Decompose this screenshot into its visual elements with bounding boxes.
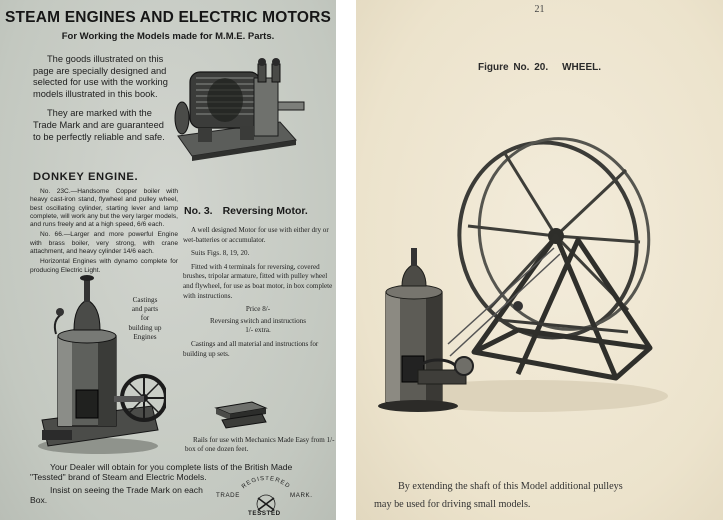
wheel-model-illustration xyxy=(378,130,678,430)
motor-suits-figs: Suits Figs. 8, 19, 20. xyxy=(191,249,250,258)
dealer-line-1: Your Dealer will obtain for you complete lists of the British Made xyxy=(50,462,293,472)
description-line-1: By extending the shaft of this Model additional pulleys xyxy=(398,481,623,492)
figure-number: Figure No. 20. xyxy=(477,62,549,73)
motor-switch-line-1: Reversing switch and instructions xyxy=(210,316,306,325)
reversing-motor-heading xyxy=(184,205,334,217)
donkey-no-23c: No. 23C.—Handsome Copper boiler with heavy cast-iron stand, flywheel and pulley wheel, best oscillating cylinder, starting lever and lamp complete, will work any but the very larger models, and runs freely and at a high speed, 6/6 each. xyxy=(30,188,178,229)
castings-line-2: and parts xyxy=(131,305,159,314)
donkey-engine-description xyxy=(30,188,178,275)
figure-description xyxy=(374,478,714,514)
dealer-line-2: "Tessted" brand of Steam and Electric Models. xyxy=(30,472,207,483)
intro-paragraph-2: They are marked with the Trade Mark and are guaranteed to be perfectly reliable and safe. xyxy=(33,108,165,142)
motor-number: No. 3. xyxy=(184,205,213,217)
description-line-2: may be used for driving small models. xyxy=(374,499,531,510)
motor-title: Reversing Motor. xyxy=(222,205,308,217)
intro-paragraph-1: The goods illustrated on this page are specially designed and selected for use with the working models illustrated in this book. xyxy=(33,54,168,99)
motor-paragraph-1: A well designed Motor for use with either dry or wet-batteries or accumulator. xyxy=(183,226,329,244)
trademark-tessted-text: TESSTED xyxy=(248,510,281,517)
figure-name: WHEEL. xyxy=(562,62,601,73)
donkey-no-66: No. 66.—Larger and more powerful Engine with brass boiler, very strong, with crane attachment, and heavy cylinder 14/6 each. xyxy=(30,231,178,256)
rails-description: Rails for use with Mechanics Made Easy from 1/- box of one dozen feet. xyxy=(185,436,335,454)
donkey-engine-heading: DONKEY ENGINE. xyxy=(33,171,139,183)
rail-illustration xyxy=(212,398,268,430)
motor-price: Price 8/- xyxy=(245,305,271,314)
dealer-line-4: Box. xyxy=(30,495,48,506)
trademark-mark-text: MARK. xyxy=(290,492,313,499)
castings-line-5: Engines xyxy=(133,332,157,341)
reversing-motor-description xyxy=(183,226,333,359)
page-number: 21 xyxy=(534,4,545,15)
catalog-page-left xyxy=(0,0,336,520)
motor-castings-note: Castings and all material and instructions for building up sets. xyxy=(183,339,319,358)
motor-switch-line-2: 1/- extra. xyxy=(245,326,271,335)
castings-line-1: Castings xyxy=(132,296,158,304)
catalog-page-right xyxy=(356,0,723,520)
trademark-trade-text: TRADE xyxy=(216,492,240,499)
electric-motor-illustration xyxy=(168,48,318,170)
trademark-registered-text: REGISTERED xyxy=(240,476,292,491)
page-title: STEAM ENGINES AND ELECTRIC MOTORS xyxy=(4,9,332,26)
castings-label xyxy=(114,296,176,342)
intro-text xyxy=(33,54,173,143)
motor-paragraph-3: Fitted with 4 terminals for reversing, covered brushes, tripolar armature, fitted with pulley wheel and flywheel, for use as boat motor, in box complete with instructions. xyxy=(183,262,333,300)
svg-text:REGISTERED xyxy=(241,476,291,490)
donkey-horizontal-engines: Horizontal Engines with dynamo complete for producing Electric Light. xyxy=(30,258,178,274)
figure-caption xyxy=(356,62,723,73)
dealer-line-3: Insist on seeing the Trade Mark on each xyxy=(50,484,203,495)
castings-line-4: building up xyxy=(128,323,162,332)
castings-line-3: for xyxy=(140,314,150,323)
page-subtitle: For Working the Models made for M.M.E. Parts. xyxy=(61,31,275,42)
